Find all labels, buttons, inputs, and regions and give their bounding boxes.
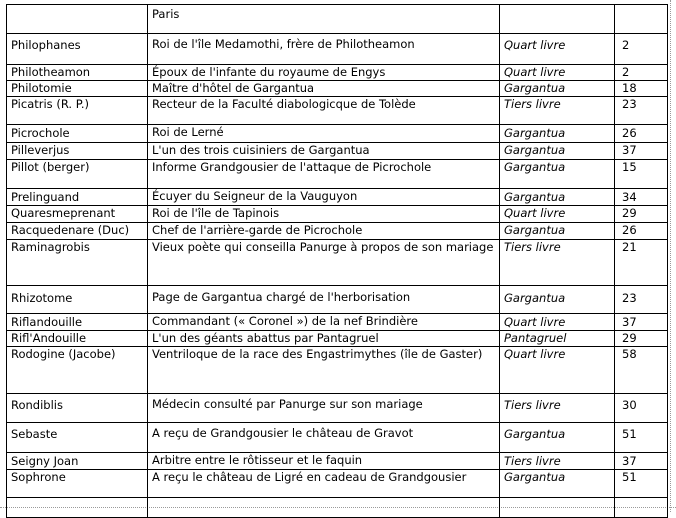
cell-description: Médecin consulté par Panurge sur son mariage [148,394,500,423]
table-row [7,97,668,125]
cell-description: L'un des géants abattus par Pantagruel [148,331,500,347]
cell-description: A reçu de Grandgousier le château de Gravot [148,423,500,453]
cell-chapter: 37 [615,143,668,160]
margin-guide-right [670,0,671,512]
cell-book: Gargantua [500,160,615,189]
cell-name: Picatris (R. P.) [7,97,148,125]
cell-name: Picrochole [7,125,148,143]
table-row [7,240,668,286]
characters-table [6,4,668,518]
cell-description: Vieux poète qui conseilla Panurge à propos de son mariage [148,240,500,286]
cell-name: Racquedenare (Duc) [7,223,148,240]
cell-book: Quart livre [500,65,615,81]
table-row [7,189,668,206]
cell-description: Roi de l'île Medamothi, frère de Philotheamon [148,34,500,65]
cell-book: Gargantua [500,470,615,498]
cell-name: Pillot (berger) [7,160,148,189]
cell-name: Rhizotome [7,286,148,314]
cell-description: Chef de l'arrière-garde de Picrochole [148,223,500,240]
table-row [7,423,668,453]
cell-description: Commandant (« Coronel ») de la nef Brindière [148,314,500,331]
cell-chapter: 51 [615,470,668,498]
cell-book: Tiers livre [500,394,615,423]
cell-name: Rifl'Andouille [7,331,148,347]
table-row [7,453,668,470]
table-row [7,286,668,314]
table-row [7,81,668,97]
cell-name: Rodogine (Jacobe) [7,347,148,394]
cell-name [7,5,148,34]
cell-name: Riflandouille [7,314,148,331]
cell-chapter: 58 [615,347,668,394]
cell-name: Philophanes [7,34,148,65]
cell-name: Quaresmeprenant [7,206,148,223]
cell-description: Maître d'hôtel de Gargantua [148,81,500,97]
cell-description: Écuyer du Seigneur de la Vauguyon [148,189,500,206]
cell-chapter: 37 [615,453,668,470]
cell-description: Époux de l'infante du royaume de Engys [148,65,500,81]
cell-chapter: 29 [615,331,668,347]
cell-chapter: 26 [615,223,668,240]
cell-chapter: 34 [615,189,668,206]
cell-book: Quart livre [500,34,615,65]
cell-name: Raminagrobis [7,240,148,286]
cell-book: Gargantua [500,143,615,160]
cell-name: Pilleverjus [7,143,148,160]
cell-name: Sebaste [7,423,148,453]
cell-chapter: 30 [615,394,668,423]
cell-description: A reçu le château de Ligré en cadeau de Grandgousier [148,470,500,498]
cell-description: Roi de l'île de Tapinois [148,206,500,223]
cell-name: Rondiblis [7,394,148,423]
cell-chapter: 18 [615,81,668,97]
cell-description [148,498,500,518]
table-row [7,347,668,394]
table-row [7,65,668,81]
table-row [7,143,668,160]
table-row [7,5,668,34]
cell-description: Recteur de la Faculté diabologicque de Tolède [148,97,500,125]
cell-name: Philotomie [7,81,148,97]
cell-name: Prelinguand [7,189,148,206]
cell-description: Paris [148,5,500,34]
cell-book [500,498,615,518]
cell-book: Gargantua [500,81,615,97]
cell-name: Philotheamon [7,65,148,81]
table-row [7,125,668,143]
cell-book: Quart livre [500,347,615,394]
cell-description: Arbitre entre le rôtisseur et le faquin [148,453,500,470]
table-row [7,206,668,223]
cell-description: L'un des trois cuisiniers de Gargantua [148,143,500,160]
table-row [7,160,668,189]
table-row [7,34,668,65]
cell-book: Gargantua [500,423,615,453]
cell-description: Page de Gargantua chargé de l'herborisation [148,286,500,314]
cell-name [7,498,148,518]
cell-chapter: 2 [615,65,668,81]
cell-name: Seigny Joan [7,453,148,470]
table-row [7,470,668,498]
cell-chapter: 2 [615,34,668,65]
cell-book: Tiers livre [500,97,615,125]
cell-chapter: 51 [615,423,668,453]
cell-chapter: 37 [615,314,668,331]
cell-chapter [615,498,668,518]
table-row [7,394,668,423]
cell-book: Gargantua [500,286,615,314]
cell-chapter: 26 [615,125,668,143]
cell-chapter: 23 [615,97,668,125]
cell-chapter: 15 [615,160,668,189]
cell-book: Tiers livre [500,453,615,470]
cell-description: Informe Grandgousier de l'attaque de Picrochole [148,160,500,189]
table-row [7,314,668,331]
cell-description: Ventriloque de la race des Engastrimythes (île de Gaster) [148,347,500,394]
cell-chapter [615,5,668,34]
cell-book: Tiers livre [500,240,615,286]
cell-book: Pantagruel [500,331,615,347]
table-row [7,331,668,347]
cell-chapter: 29 [615,206,668,223]
cell-book: Quart livre [500,314,615,331]
cell-book: Gargantua [500,189,615,206]
cell-chapter: 23 [615,286,668,314]
cell-description: Roi de Lerné [148,125,500,143]
cell-book [500,5,615,34]
table-row [7,223,668,240]
cell-name: Sophrone [7,470,148,498]
table-row [7,498,668,518]
cell-book: Gargantua [500,223,615,240]
cell-book: Quart livre [500,206,615,223]
cell-chapter: 21 [615,240,668,286]
cell-book: Gargantua [500,125,615,143]
